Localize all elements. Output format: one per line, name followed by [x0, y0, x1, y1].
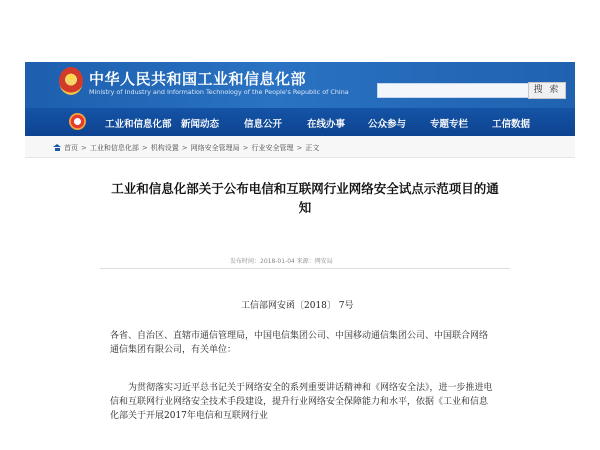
breadcrumb-current: 正文	[305, 144, 320, 152]
nav-item-disclosure[interactable]: 信息公开	[244, 119, 283, 130]
breadcrumb-organization[interactable]: 机构设置	[150, 144, 179, 152]
breadcrumb-cybersecurity-bureau[interactable]: 网络安全管理局	[190, 144, 240, 152]
breadcrumb-separator: >	[181, 144, 188, 152]
breadcrumb-home[interactable]: 首页	[64, 144, 78, 152]
breadcrumb	[25, 136, 575, 158]
article-paragraph: 为贯彻落实习近平总书记关于网络安全的系列重要讲话精神和《网络安全法》，进一步推进电信和互联网行业网络安全技术手段建设，提升行业网络安全保障能力和水平，依据《工业和信息化部关于开展2017年电信和互联网行业	[110, 383, 493, 421]
breadcrumb-separator: >	[141, 144, 148, 152]
breadcrumb-separator: >	[81, 144, 87, 152]
home-icon	[53, 144, 61, 151]
breadcrumb-industry-security[interactable]: 行业安全管理	[251, 144, 294, 152]
ministry-website	[25, 62, 575, 421]
article-meta: 发布时间：2018-01-04 来源：网安局	[230, 258, 333, 265]
nav-item-special-topics[interactable]: 专题专栏	[430, 119, 469, 130]
breadcrumb-ministry[interactable]: 工业和信息化部	[89, 144, 139, 152]
site-title-cn: 中华人民共和国工业和信息化部	[89, 70, 307, 88]
search-button[interactable]: 搜 索	[528, 82, 566, 99]
salutation: 各省、自治区、直辖市通信管理局，中国电信集团公司、中国移动通信集团公司、中国联合网络通信集团有限公司，有关单位：	[110, 331, 489, 355]
nav-item-ministry[interactable]: 工业和信息化部	[105, 119, 172, 130]
national-emblem-icon	[59, 67, 83, 95]
breadcrumb-separator: >	[296, 144, 303, 152]
nav-item-public-participation[interactable]: 公众参与	[368, 119, 407, 130]
site-title-en: Ministry of Industry and Information Technology of the People's Republic of China	[89, 88, 349, 96]
ministry-logo-icon	[69, 113, 86, 130]
nav-item-news[interactable]: 新闻动态	[181, 119, 220, 130]
header-banner	[25, 62, 575, 108]
search-input[interactable]	[377, 83, 545, 98]
main-nav	[25, 108, 575, 136]
article-title: 工业和信息化部关于公布电信和互联网行业网络安全试点示范项目的通知	[111, 181, 499, 215]
nav-item-online-services[interactable]: 在线办事	[307, 119, 346, 130]
breadcrumb-separator: >	[242, 144, 249, 152]
nav-item-data[interactable]: 工信数据	[492, 119, 531, 130]
document-number: 工信部网安函〔2018〕 7号	[241, 301, 354, 311]
article-divider	[100, 268, 510, 269]
